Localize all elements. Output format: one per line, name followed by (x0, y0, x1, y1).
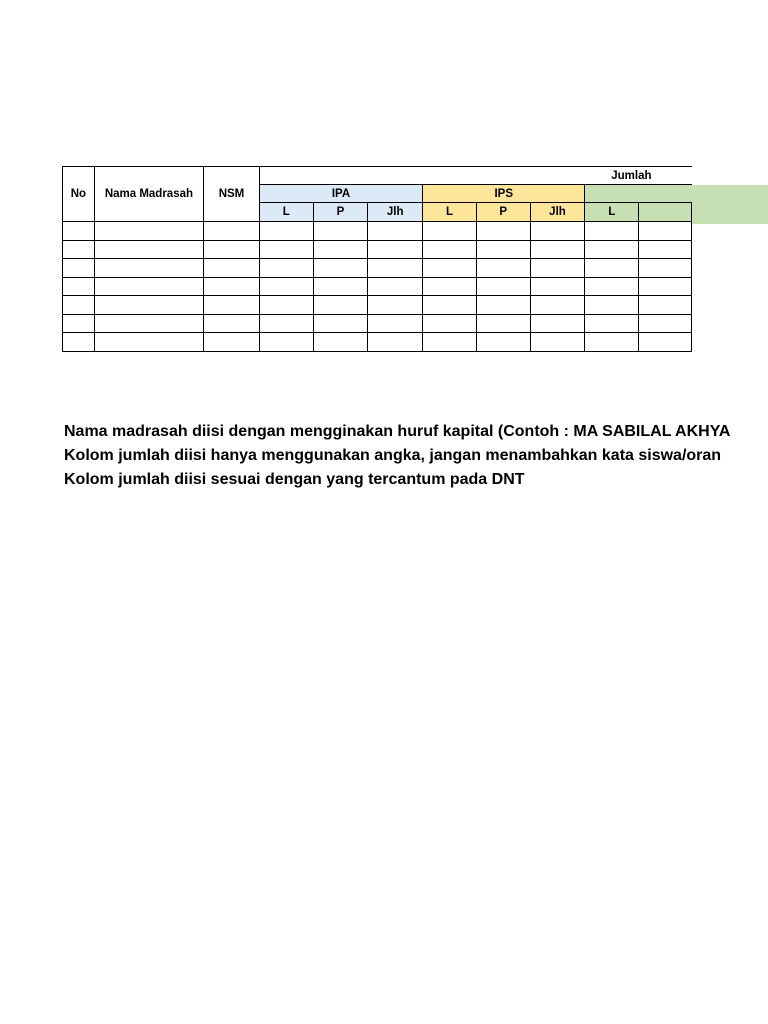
table-cell[interactable] (476, 259, 530, 278)
table-cell[interactable] (476, 240, 530, 259)
table-cell[interactable] (423, 277, 477, 296)
table-row (63, 333, 692, 352)
table-cell[interactable] (476, 314, 530, 333)
table-cell[interactable] (639, 296, 692, 315)
table-cell[interactable] (204, 240, 260, 259)
table-cell[interactable] (259, 259, 313, 278)
note-line-1: Nama madrasah diisi dengan mengginakan huruf kapital (Contoh : MA SABILAL AKHYA (64, 423, 731, 440)
header-ipa-jlh: Jlh (368, 203, 423, 222)
table-cell[interactable] (530, 259, 585, 278)
table-cell[interactable] (530, 277, 585, 296)
table-cell[interactable] (259, 240, 313, 259)
table-cell[interactable] (313, 277, 368, 296)
table-cell[interactable] (585, 277, 639, 296)
table-cell[interactable] (204, 259, 260, 278)
table-cell[interactable] (423, 240, 477, 259)
table-cell[interactable] (368, 296, 423, 315)
table-cell[interactable] (476, 277, 530, 296)
header-ips-jlh: Jlh (530, 203, 585, 222)
table-cell[interactable] (63, 240, 95, 259)
table-row (63, 314, 692, 333)
header-ipa-p: P (313, 203, 368, 222)
table-row (63, 240, 692, 259)
table-cell[interactable] (204, 277, 260, 296)
table-row (63, 222, 692, 241)
table-row (63, 296, 692, 315)
table-cell[interactable] (585, 259, 639, 278)
table-cell[interactable] (94, 222, 203, 241)
table-cell[interactable] (639, 222, 692, 241)
header-group-ips: IPS (423, 185, 585, 203)
table-cell[interactable] (530, 222, 585, 241)
table-cell[interactable] (313, 333, 368, 352)
data-table-viewport (62, 166, 692, 362)
table-cell[interactable] (585, 333, 639, 352)
table-cell[interactable] (368, 314, 423, 333)
table-cell[interactable] (313, 259, 368, 278)
table-cell[interactable] (63, 333, 95, 352)
header-no: No (63, 167, 95, 222)
table-cell[interactable] (259, 333, 313, 352)
table-cell[interactable] (423, 259, 477, 278)
table-cell[interactable] (585, 240, 639, 259)
table-cell[interactable] (94, 296, 203, 315)
table-cell[interactable] (639, 240, 692, 259)
table-cell[interactable] (204, 296, 260, 315)
table-cell[interactable] (368, 277, 423, 296)
table-cell[interactable] (368, 240, 423, 259)
table-cell[interactable] (639, 277, 692, 296)
note-line-3: Kolom jumlah diisi sesuai dengan yang tercantum pada DNT (64, 471, 525, 488)
table-cell[interactable] (94, 333, 203, 352)
table-cell[interactable] (585, 314, 639, 333)
header-ips-p: P (476, 203, 530, 222)
table-cell[interactable] (639, 314, 692, 333)
table-cell[interactable] (204, 314, 260, 333)
header-ipa-l: L (259, 203, 313, 222)
table-cell[interactable] (530, 314, 585, 333)
table-cell[interactable] (94, 277, 203, 296)
table-cell[interactable] (63, 259, 95, 278)
table-cell[interactable] (585, 296, 639, 315)
table-cell[interactable] (368, 259, 423, 278)
table-cell[interactable] (368, 222, 423, 241)
green-group-header-overflow (692, 185, 768, 224)
table-cell[interactable] (639, 259, 692, 278)
header-ips-l: L (423, 203, 477, 222)
table-cell[interactable] (259, 222, 313, 241)
table-cell[interactable] (530, 296, 585, 315)
table-cell[interactable] (530, 240, 585, 259)
table-cell[interactable] (585, 222, 639, 241)
table-cell[interactable] (259, 277, 313, 296)
table-cell[interactable] (63, 314, 95, 333)
table-cell[interactable] (313, 314, 368, 333)
header-third-l: L (585, 203, 639, 222)
table-cell[interactable] (423, 296, 477, 315)
instruction-notes (64, 420, 768, 492)
table-cell[interactable] (423, 314, 477, 333)
table-cell[interactable] (476, 222, 530, 241)
header-group-ipa: IPA (259, 185, 422, 203)
table-row (63, 277, 692, 296)
data-table (62, 166, 692, 352)
table-cell[interactable] (639, 333, 692, 352)
table-row (63, 259, 692, 278)
table-cell[interactable] (423, 222, 477, 241)
header-third-p (639, 203, 692, 222)
table-body (63, 222, 692, 352)
table-cell[interactable] (313, 296, 368, 315)
table-cell[interactable] (476, 333, 530, 352)
table-cell[interactable] (530, 333, 585, 352)
table-cell[interactable] (94, 314, 203, 333)
table-cell[interactable] (259, 314, 313, 333)
table-cell[interactable] (259, 296, 313, 315)
header-jumlah: Jumlah (259, 167, 691, 185)
header-nama-madrasah: Nama Madrasah (94, 167, 203, 222)
table-cell[interactable] (63, 277, 95, 296)
table-cell[interactable] (94, 259, 203, 278)
table-cell[interactable] (368, 333, 423, 352)
header-nsm: NSM (204, 167, 260, 222)
note-line-2: Kolom jumlah diisi hanya menggunakan angka, jangan menambahkan kata siswa/oran (64, 447, 722, 464)
table-cell[interactable] (63, 296, 95, 315)
table-cell[interactable] (204, 222, 260, 241)
table-cell[interactable] (313, 222, 368, 241)
table-cell[interactable] (313, 240, 368, 259)
table-cell[interactable] (204, 333, 260, 352)
table-cell[interactable] (423, 333, 477, 352)
header-group-third (585, 185, 692, 203)
table-cell[interactable] (94, 240, 203, 259)
table-cell[interactable] (63, 222, 95, 241)
table-cell[interactable] (476, 296, 530, 315)
